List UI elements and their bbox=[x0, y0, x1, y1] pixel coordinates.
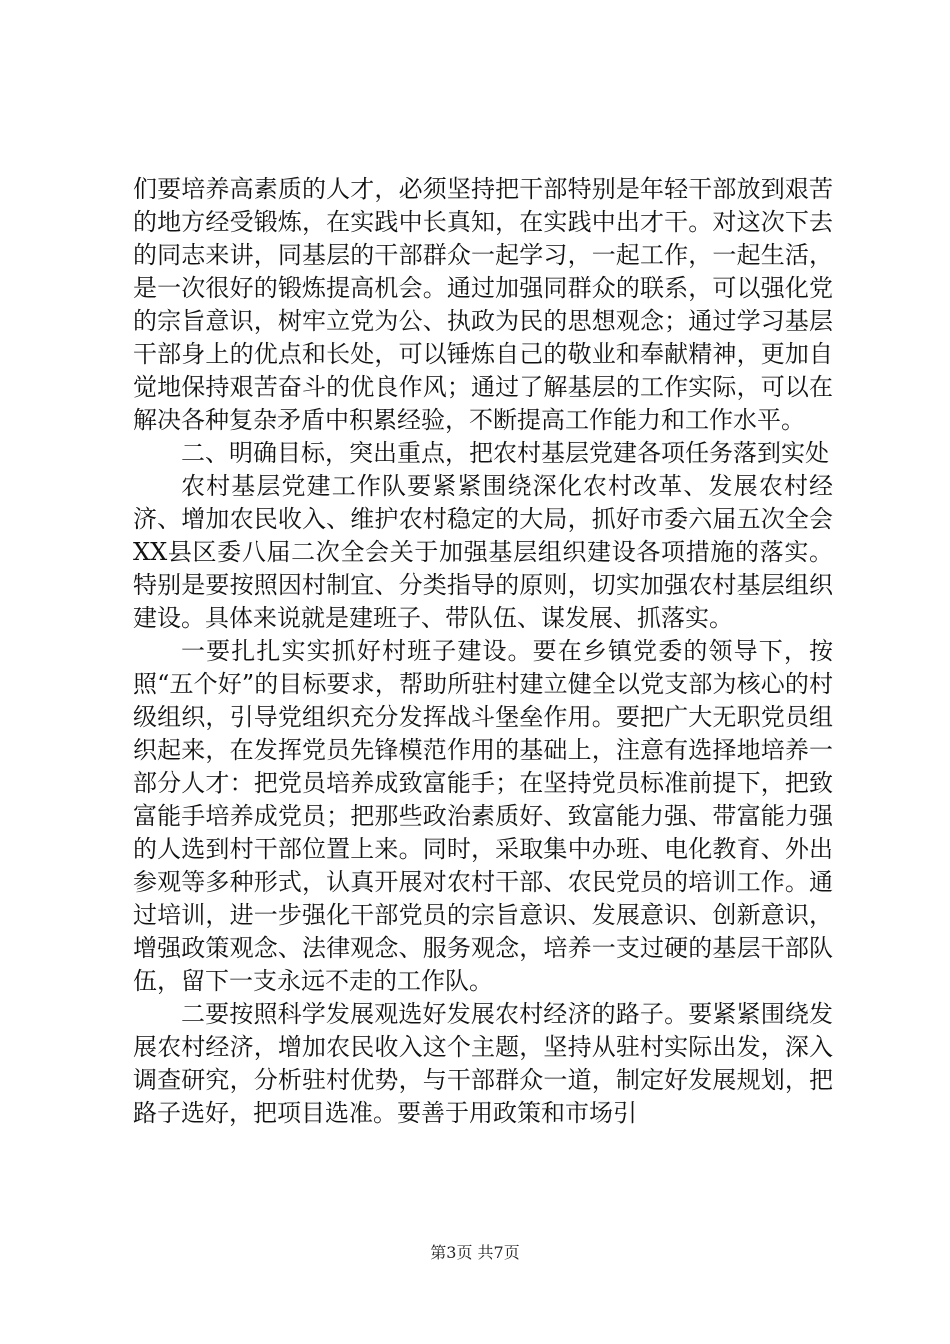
paragraph-1: 们要培养高素质的人才，必须坚持把干部特别是年轻干部放到艰苦的地方经受锻炼，在实践中长真知，在实践中出才干。对这次下去的同志来讲，同基层的干部群众一起学习，一起工作，一起生活，是一次很好的锻炼提高机会。通过加强同群众的联系，可以强化党的宗旨意识，树牢立党为公、执政为民的思想观念；通过学习基层干部身上的优点和长处，可以锤炼自己的敬业和奉献精神，更加自觉地保持艰苦奋斗的优良作风；通过了解基层的工作实际，可以在解决各种复杂矛盾中积累经验，不断提高工作能力和工作水平。 bbox=[133, 175, 833, 434]
page-number-footer: 第3页 共7页 bbox=[430, 1243, 520, 1262]
paragraph-5: 二要按照科学发展观选好发展农村经济的路子。要紧紧围绕发展农村经济，增加农民收入这个主题，坚持从驻村实际出发，深入调查研究，分析驻村优势，与干部群众一道，制定好发展规划，把路子选好，把项目选准。要善于用政策和市场引 bbox=[133, 1000, 833, 1127]
paragraph-4: 一要扎扎实实抓好村班子建设。要在乡镇党委的领导下，按照“五个好”的目标要求，帮助所驻村建立健全以党支部为核心的村级组织，引导党组织充分发挥战斗堡垒作用。要把广大无职党员组织起来，在发挥党员先锋模范作用的基础上，注意有选择地培养一部分人才：把党员培养成致富能手；在坚持党员标准前提下，把致富能手培养成党员；把那些政治素质好、致富能力强、带富能力强的人选到村干部位置上来。同时，采取集中办班、电化教育、外出参观等多种形式，认真开展对农村干部、农民党员的培训工作。通过培训，进一步强化干部党员的宗旨意识、发展意识、创新意识，增强政策观念、法律观念、服务观念，培养一支过硬的基层干部队伍，留下一支永远不走的工作队。 bbox=[133, 637, 833, 995]
document-body bbox=[133, 173, 833, 1130]
paragraph-3: 农村基层党建工作队要紧紧围绕深化农村改革、发展农村经济、增加农民收入、维护农村稳定的大局，抓好市委六届五次全会XX县区委八届二次全会关于加强基层组织建设各项措施的落实。特别是要按照因村制宜、分类指导的原则，切实加强农村基层组织建设。具体来说就是建班子、带队伍、谋发展、抓落实。 bbox=[133, 472, 833, 632]
section-heading-2: 二、明确目标，突出重点，把农村基层党建各项任务落到实处 bbox=[181, 439, 829, 467]
